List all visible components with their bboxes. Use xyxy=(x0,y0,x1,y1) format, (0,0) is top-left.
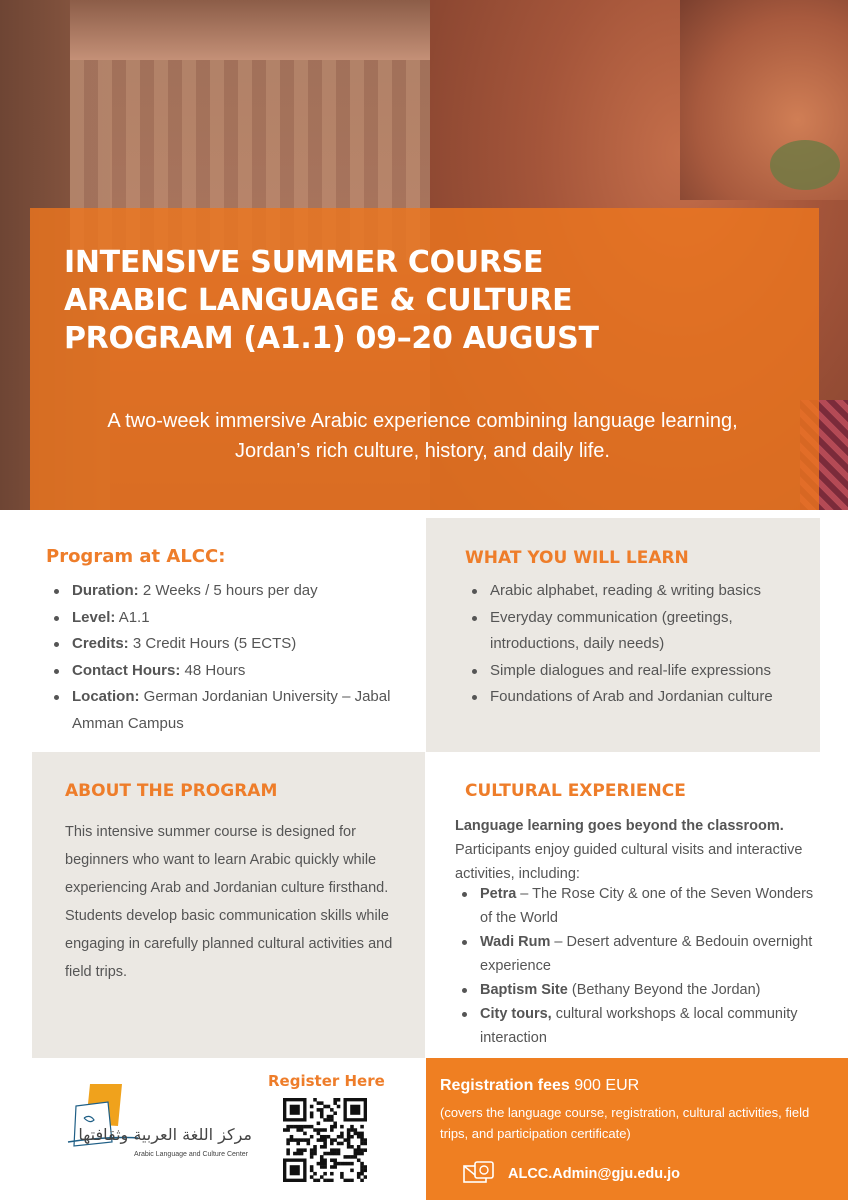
program-list xyxy=(48,578,408,737)
qr-code[interactable] xyxy=(283,1098,367,1182)
culture-intro-text: Participants enjoy guided cultural visits and interactive activities, including: xyxy=(455,842,803,882)
alcc-logo xyxy=(60,1084,260,1164)
item-value: (Bethany Beyond the Jordan) xyxy=(567,982,761,998)
item-label: Location: xyxy=(72,688,140,705)
program-title: Program at ALCC: xyxy=(46,546,226,567)
email-icon xyxy=(463,1160,495,1186)
list-item xyxy=(48,684,408,737)
about-paragraph: Students develop basic communication skills while engaging in carefully planned cultural activities and field trips. xyxy=(65,908,393,980)
logo-english: Arabic Language and Culture Center xyxy=(133,1151,248,1158)
list-item xyxy=(48,658,408,685)
culture-intro xyxy=(455,814,815,886)
list-item xyxy=(48,631,408,658)
hero-title-line: INTENSIVE SUMMER COURSE xyxy=(64,245,544,280)
list-item xyxy=(456,1002,826,1050)
item-label: Baptism Site xyxy=(480,982,568,998)
fees-label: Registration fees xyxy=(440,1077,570,1094)
hero-title-line: ARABIC LANGUAGE & CULTURE xyxy=(64,283,573,318)
item-value: A1.1 xyxy=(115,608,150,626)
item-value: – Desert adventure & Bedouin overnight experience xyxy=(480,934,813,974)
register-label: Register Here xyxy=(268,1072,385,1090)
fees-value: 900 EUR xyxy=(569,1077,640,1094)
list-item xyxy=(456,978,826,1002)
item-value: cultural workshops & local community interaction xyxy=(480,1006,798,1046)
item-label: Level: xyxy=(72,608,116,626)
list-item xyxy=(456,882,826,930)
fees-note: (covers the language course, registration, cultural activities, field trips, and participation certificate) xyxy=(440,1105,810,1141)
item-label: Wadi Rum xyxy=(480,934,551,950)
item-value: 48 Hours xyxy=(180,661,246,679)
item-label: Duration: xyxy=(72,582,139,599)
list-item: Everyday communication (greetings, introductions, daily needs) xyxy=(466,605,806,658)
learn-title: WHAT YOU WILL LEARN xyxy=(465,548,689,568)
logo-arabic: مركز اللغة العربية وثقافتها xyxy=(78,1125,252,1144)
list-item: Simple dialogues and real-life expressions xyxy=(466,658,806,685)
about-text xyxy=(65,818,407,986)
item-label: Credits: xyxy=(72,635,129,652)
item-value: German Jordanian University – Jabal Amman Campus xyxy=(72,688,391,732)
fees-line xyxy=(440,1077,639,1095)
about-paragraph: This intensive summer course is designed for beginners who want to learn Arabic quickly while experiencing Arab and Jordanian culture firsthand. xyxy=(65,824,389,896)
item-label: Contact Hours: xyxy=(72,661,181,679)
hero-subtitle: A two-week immersive Arabic experience combining language learning, Jordan’s rich culture, history, and daily life. xyxy=(107,410,738,462)
list-item xyxy=(48,578,408,605)
list-item xyxy=(456,930,826,978)
culture-intro-bold: Language learning goes beyond the classroom. xyxy=(455,818,784,834)
item-value: 2 Weeks / 5 hours per day xyxy=(138,582,318,599)
item-label: City tours, xyxy=(480,1006,552,1022)
culture-list xyxy=(456,882,826,1050)
about-title: ABOUT THE PROGRAM xyxy=(65,781,278,801)
culture-title: CULTURAL EXPERIENCE xyxy=(465,781,686,801)
email-link[interactable]: ALCC.Admin@gju.edu.jo xyxy=(508,1166,681,1182)
item-value: – The Rose City & one of the Seven Wonders of the World xyxy=(480,886,814,926)
learn-list xyxy=(466,578,806,711)
item-label: Petra xyxy=(480,886,517,902)
list-item xyxy=(48,605,408,632)
list-item: Foundations of Arab and Jordanian culture xyxy=(466,684,806,711)
item-value: 3 Credit Hours (5 ECTS) xyxy=(128,635,297,652)
hero-title xyxy=(64,244,784,358)
list-item: Arabic alphabet, reading & writing basics xyxy=(466,578,806,605)
hero-title-line: PROGRAM (A1.1) 09–20 AUGUST xyxy=(64,321,599,356)
